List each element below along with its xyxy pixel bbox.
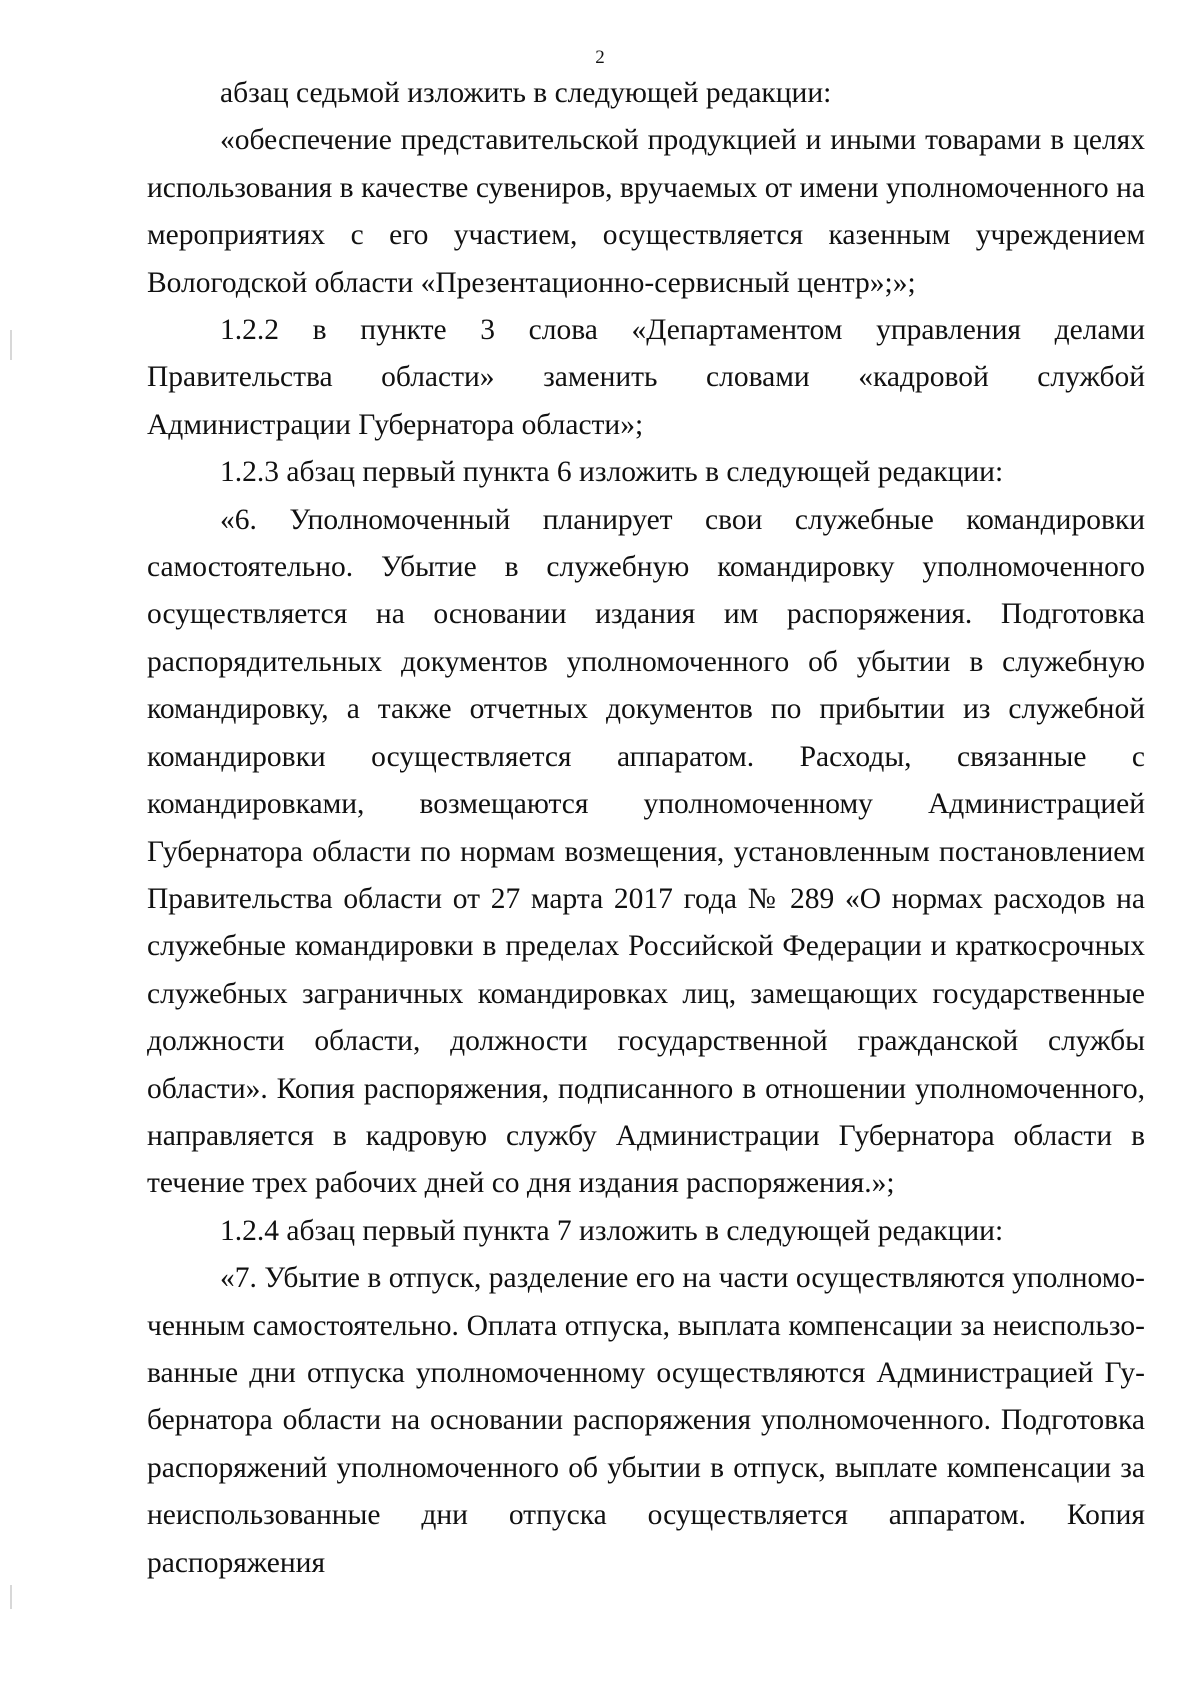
scan-artifact xyxy=(10,330,12,360)
paragraph: 1.2.4 абзац первый пункта 7 изложить в следующей редакции: xyxy=(220,1214,1004,1247)
paragraph: 1.2.2 в пункте 3 слова «Департаментом управления делами Правительства области» заменить словами «кадровой службой Администрации Губернатора области»; xyxy=(147,314,1145,441)
paragraph: абзац седьмой изложить в следующей редакции: xyxy=(220,77,832,109)
document-body xyxy=(147,70,1145,1587)
paragraph: «7. Убытие в отпуск, разделение его на части осуществляются уполномоченным самостоятельно. Оплата отпуска, выплата компенсации за неиспользованные дни отпуска уполномоченному осуществляются Администрацией Губернатора области на основании распоряжения уполномоченного. Подготовка распоряжений уполномоченного об убытии в отпуск, выплате компенсации за неиспользованные дни отпуска осуществляется аппаратом. Копия распоряжения xyxy=(147,1262,1145,1579)
scan-artifact xyxy=(10,1585,12,1609)
paragraph: 1.2.3 абзац первый пункта 6 изложить в следующей редакции: xyxy=(220,456,1004,489)
paragraph: «обеспечение представительской продукцией и иными товарами в целях использования в качестве сувениров, вручаемых от имени уполномоченного на мероприятиях с его участием, осуществляется казенным учреждением Вологодской области «Презентационно-сервисный центр»;»; xyxy=(147,124,1145,299)
paragraph: «6. Уполномоченный планирует свои служебные командировки самостоятельно. Убытие в служебную командировку уполномоченного осуществляется на основании издания им распоряжения. Подготовка распорядительных документов уполномоченного об убытии в служебную командировку, а также отчетных документов по прибытии из служебной командировки осуществляется аппаратом. Расходы, связанные с командировками, возмещаются уполномоченному Администрацией Губернатора области по нормам возмещения, установленным постановлением Правительства области от 27 марта 2017 года № 289 «О нормах расходов на служебные командировки в пределах Российской Федерации и краткосрочных служебных заграничных командировках лиц, замещающих государственные должности области, должности государственной гражданской службы области». Копия распоряжения, подписанного в отношении уполномоченного, направляется в кадровую службу Администрации Губернатора области в течение трех рабочих дней со дня издания распоряжения.»; xyxy=(147,503,1145,1200)
page-number: 2 xyxy=(595,47,605,68)
